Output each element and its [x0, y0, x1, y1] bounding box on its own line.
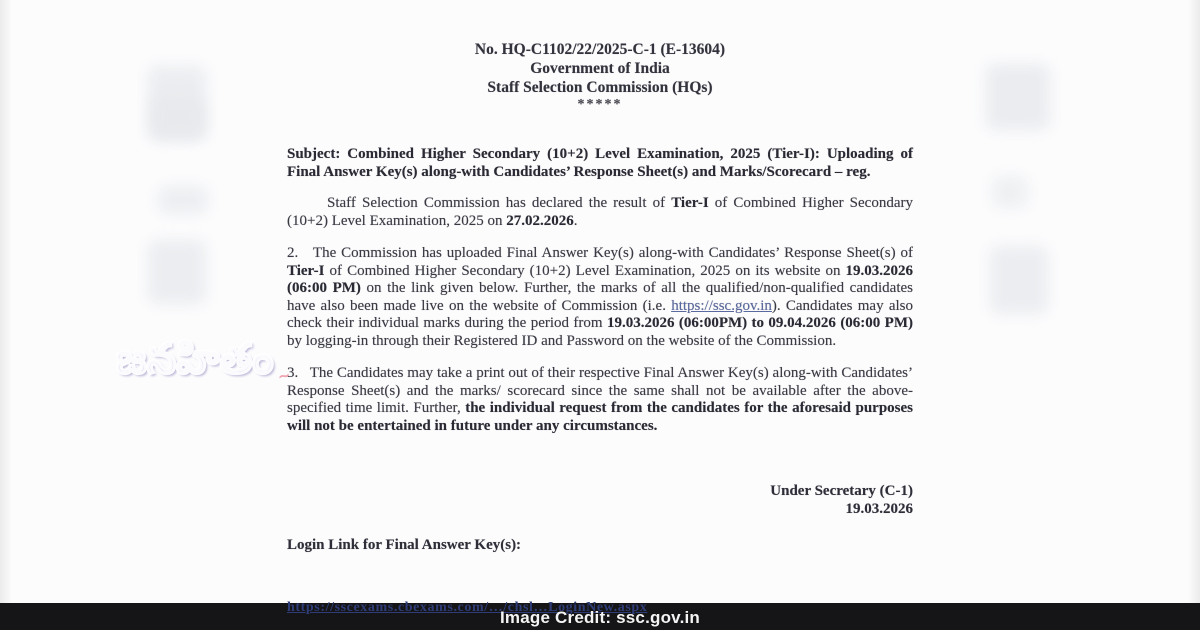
blur-artifact — [990, 246, 1048, 314]
blur-artifact — [158, 186, 208, 214]
blur-artifact — [148, 240, 206, 304]
watermark-text: జనహితం — [116, 334, 274, 383]
watermark-flourish: ~ — [275, 365, 292, 386]
subject-line: Subject: Combined Higher Secondary (10+2) Level Examination, 2025 (Tier-I): Uploading of Final Answer Key(s) along-with Candidates’ Response Sheet(s) and Marks/Scorecard – reg. — [287, 146, 913, 180]
answer-key-login-link[interactable]: https://sscexams.cbexams.com/…/chsl…LoginNew.aspx — [287, 600, 648, 615]
org-line-commission: Staff Selection Commission (HQs) — [487, 79, 713, 96]
separator-stars: ***** — [577, 97, 623, 112]
blur-artifact — [992, 176, 1028, 208]
left-edge-shadow — [0, 0, 12, 630]
signature-title: Under Secretary (C-1) — [770, 483, 913, 499]
reference-number: No. HQ-C1102/22/2025-C-1 (E-13604) — [474, 41, 726, 58]
signature-date: 19.03.2026 — [845, 501, 913, 517]
login-link-label: Login Link for Final Answer Key(s): — [287, 537, 522, 553]
paragraph-3: 3. The Candidates may take a print out of their respective Final Answer Key(s) along-with Candidates’ Response Sheet(s) and the marks/ scorecard since the same shall not be available after the above-specified time limit. Further, the individual request from the candidates for the aforesaid purposes will not be entertained in future under any circumstances. — [287, 365, 913, 434]
right-edge-shadow — [1188, 0, 1200, 630]
blur-artifact — [152, 98, 204, 138]
ssc-website-link[interactable]: https://ssc.gov.in — [671, 297, 772, 314]
blur-artifact — [986, 64, 1050, 130]
blur-artifact — [148, 66, 206, 140]
janahitam-watermark — [116, 334, 292, 394]
paragraph-2: 2. The Commission has uploaded Final Answer Key(s) along-with Candidates’ Response Sheet(s) of Tier-I of Combined Higher Secondary (10+2) Level Examination, 2025 on its website on 19.03.2026 (06:00 PM) on the link given below. Further, the marks of all the qualified/non-qualified candidates have also been made live on the website of Commission (i.e. https://ssc.gov.in). Candidates may also check their individual marks during the period from 19.03.2026 (06:00PM) to 09.04.2026 (06:00 PM) by logging-in through their Registered ID and Password on the website of the Commission. — [287, 245, 914, 349]
image-credit-text: Image Credit: ssc.gov.in — [499, 608, 701, 627]
signature-block — [287, 482, 913, 518]
notice-document — [287, 40, 913, 555]
org-line-government: Government of India — [530, 60, 670, 77]
paragraph-1: Staff Selection Commission has declared the result of Tier-I of Combined Higher Secondary (10+2) Level Examination, 2025 on 27.02.2026. — [287, 195, 913, 229]
